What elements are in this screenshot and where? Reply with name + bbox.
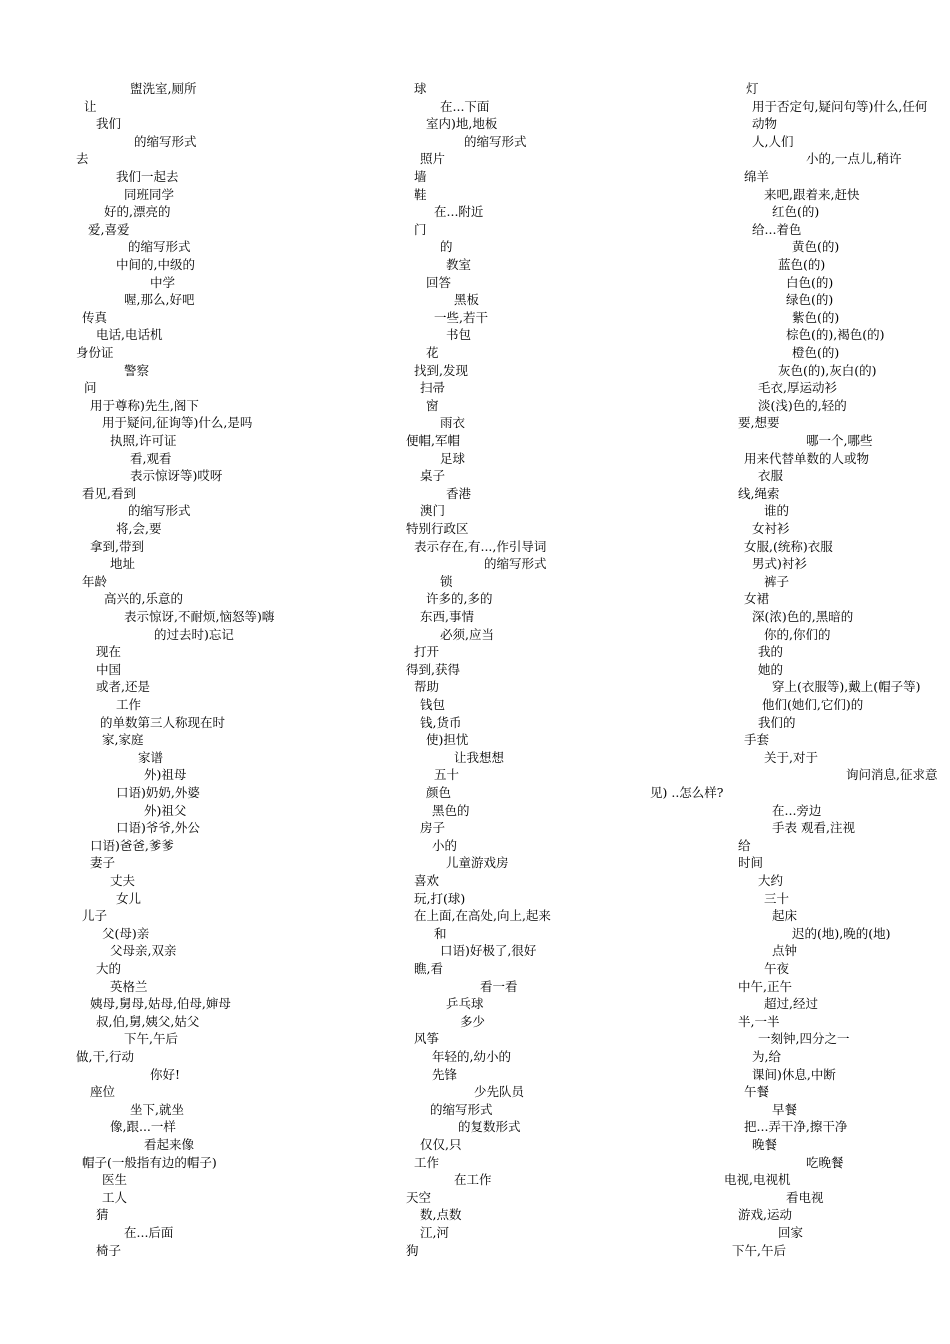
vocab-entry: 拿到,带到 (90, 538, 144, 554)
vocab-entry: 瞧,看 (414, 961, 443, 976)
vocab-entry: 午餐 (744, 1084, 770, 1100)
vocab-entry: 中午,正午 (738, 978, 792, 994)
vocab-entry: 丈夫 (110, 873, 136, 888)
vocab-entry: 警察 (124, 362, 150, 378)
vocab-entry: 我们 (96, 116, 122, 132)
vocab-entry: 我们的 (758, 714, 796, 730)
vocab-entry: 中国 (96, 661, 122, 677)
vocab-entry: 灰色(的),灰白(的) (778, 362, 877, 378)
vocab-entry: 帽子(一般指有边的帽子) (82, 1154, 217, 1170)
vocab-entry: 传真 (82, 309, 108, 325)
vocab-entry: 一些,若干 (434, 309, 488, 325)
vocab-entry: 鞋 (414, 186, 427, 202)
vocab-entry: 找到,发现 (414, 362, 468, 378)
vocab-entry: 吃晚餐 (806, 1154, 844, 1170)
vocab-entry: 人,人们 (752, 133, 794, 149)
vocab-entry: 看一看 (480, 978, 518, 994)
vocab-entry: 表示惊讶,不耐烦,恼怒等)嗨 (124, 609, 275, 624)
vocab-entry: 执照,许可证 (110, 433, 177, 448)
vocab-entry: 的缩写形式 (134, 133, 197, 149)
vocab-entry: 下午,午后 (124, 1031, 178, 1047)
vocab-entry: 游戏,运动 (738, 1207, 792, 1223)
vocab-entry: 书包 (446, 327, 472, 343)
vocab-entry: 深(浓)色的,黑暗的 (752, 609, 854, 624)
vocab-entry: 先锋 (432, 1066, 458, 1082)
vocab-entry: 坐下,就坐 (130, 1101, 184, 1117)
vocab-entry: 让 (84, 98, 97, 114)
vocab-entry: 身份证 (76, 345, 114, 360)
vocab-entry: 谁的 (764, 503, 790, 519)
vocab-entry: 一刻钟,四分之一 (758, 1031, 850, 1047)
vocab-entry: 房子 (420, 820, 446, 836)
vocab-entry: 电视,电视机 (724, 1172, 791, 1188)
vocab-entry: 特别行政区 (406, 521, 469, 536)
vocab-entry: 回答 (426, 274, 452, 290)
vocab-entry: 她的 (758, 661, 784, 677)
vocab-entry: 少先队员 (474, 1084, 525, 1100)
vocab-entry: 五十 (434, 767, 460, 783)
vocab-entry: 口语)奶奶,外婆 (116, 785, 200, 800)
vocab-entry: 澳门 (420, 503, 446, 519)
vocab-entry: 父(母)亲 (102, 925, 150, 941)
vocab-entry: 下午,午后 (732, 1242, 786, 1258)
vocab-entry: 起床 (772, 908, 798, 924)
vocab-entry: 椅子 (96, 1242, 122, 1258)
vocab-entry: 数,点数 (420, 1207, 462, 1223)
vocab-entry: 中间的,中级的 (116, 257, 195, 272)
vocab-entry: 点钟 (772, 943, 798, 959)
vocab-entry: 在...后面 (124, 1225, 174, 1240)
vocab-entry: 喔,那么,好吧 (124, 292, 195, 308)
vocab-entry: 用来代替单数的人或物 (744, 450, 870, 466)
vocab-entry: 要,想要 (738, 415, 780, 431)
vocab-entry: 高兴的,乐意的 (104, 591, 183, 607)
vocab-entry: 给 (738, 837, 751, 853)
vocab-entry: 好的,漂亮的 (104, 204, 171, 220)
vocab-entry: 年龄 (82, 573, 108, 589)
vocab-entry: 得到,获得 (406, 661, 460, 677)
vocab-entry: 橙色(的) (792, 345, 840, 360)
vocab-entry: 墙 (414, 169, 427, 184)
vocab-entry: 现在 (96, 644, 122, 660)
vocab-entry: 打开 (414, 644, 440, 660)
vocab-entry: 窗 (426, 397, 439, 413)
vocab-entry: 毛衣,厚运动衫 (758, 380, 837, 396)
vocab-entry: 他们(她们,它们)的 (762, 697, 864, 712)
vocab-entry: 桌子 (420, 468, 446, 484)
vocab-entry: 你的,你们的 (764, 626, 831, 642)
vocab-entry: 黑色的 (432, 802, 470, 818)
vocab-entry: 手表 观看,注视 (772, 820, 855, 836)
vocab-entry: 时间 (738, 855, 764, 871)
vocab-entry: 玩,打(球) (414, 890, 466, 906)
vocab-entry: 让我想想 (454, 749, 505, 765)
vocab-entry: 像,跟...一样 (110, 1119, 176, 1135)
vocab-entry: 的缩写形式 (464, 133, 527, 149)
vocab-entry: 动物 (752, 116, 778, 132)
vocab-entry: 教室 (446, 257, 472, 272)
vocab-entry: 钱包 (420, 697, 446, 712)
vocab-entry: 使)担忧 (426, 732, 469, 748)
vocab-entry: 家谱 (138, 749, 164, 765)
vocab-entry: 的 (440, 239, 453, 255)
vocab-entry: 穿上(衣服等),戴上(帽子等) (772, 679, 921, 695)
vocab-entry: 家,家庭 (102, 732, 144, 748)
vocab-entry: 年轻的,幼小的 (432, 1049, 511, 1064)
vocab-entry: 回家 (778, 1225, 804, 1240)
vocab-entry: 东西,事情 (420, 609, 474, 624)
vocab-entry: 大的 (96, 961, 122, 976)
vocab-entry: 的缩写形式 (430, 1101, 493, 1117)
vocab-entry: 课间)休息,中断 (752, 1066, 836, 1082)
vocab-entry: 我们一起去 (116, 169, 179, 184)
vocab-entry: 雨衣 (440, 415, 466, 431)
vocab-entry: 女衬衫 (752, 521, 790, 536)
vocab-entry: 绵羊 (744, 169, 770, 184)
vocab-entry: 锁 (440, 573, 453, 589)
vocab-entry: 足球 (440, 450, 466, 466)
vocab-entry: 小的,一点儿,稍许 (806, 151, 902, 167)
vocab-entry: 工作 (414, 1154, 440, 1170)
vocab-entry: 妻子 (90, 855, 116, 871)
vocab-entry: 表示惊讶等)哎呀 (130, 468, 223, 484)
vocab-entry: 在...附近 (434, 204, 484, 220)
vocab-entry: 你好! (150, 1066, 181, 1082)
vocab-entry: 多少 (460, 1013, 486, 1029)
vocab-entry: 淡(浅)色的,轻的 (758, 397, 847, 413)
vocab-entry: 钱,货币 (420, 714, 462, 730)
vocab-entry: 蓝色(的) (778, 257, 826, 272)
vocab-entry: 工作 (116, 697, 142, 712)
vocab-entry: 大约 (758, 873, 784, 888)
vocab-entry: 看,观看 (130, 450, 172, 466)
vocab-entry: 询问消息,征求意 (846, 767, 938, 783)
vocab-entry: 口语)好极了,很好 (440, 943, 537, 959)
vocab-entry: 男式)衬衫 (752, 556, 807, 572)
vocab-entry: 女服,(统称)衣服 (744, 538, 833, 554)
vocab-entry: 工人 (102, 1189, 128, 1205)
vocab-entry: 看电视 (786, 1189, 824, 1205)
vocab-entry: 中学 (150, 274, 176, 290)
vocab-entry: 紫色(的) (792, 309, 840, 325)
vocab-entry: 给...着色 (752, 221, 802, 237)
vocab-entry: 见) ..怎么样? (650, 785, 724, 800)
vocab-entry: 小的 (432, 837, 458, 853)
vocab-entry: 儿童游戏房 (446, 855, 509, 871)
vocab-entry: 的复数形式 (458, 1119, 521, 1135)
vocab-entry: 颜色 (426, 785, 452, 800)
vocab-entry: 座位 (90, 1084, 116, 1100)
vocab-entry: 女儿 (116, 890, 142, 906)
vocab-entry: 电话,电话机 (96, 327, 163, 343)
vocab-entry: 在...下面 (440, 98, 490, 114)
vocab-entry: 医生 (102, 1172, 128, 1188)
vocab-entry: 叔,伯,舅,姨父,姑父 (96, 1013, 200, 1029)
vocab-entry: 狗 (406, 1242, 419, 1258)
vocab-entry: 用于尊称)先生,阁下 (90, 397, 199, 413)
vocab-entry: 在...旁边 (772, 802, 822, 818)
vocab-entry: 棕色(的),褐色(的) (786, 327, 885, 343)
vocab-entry: 用于否定句,疑问句等)什么,任何 (752, 98, 928, 114)
vocab-entry: 三十 (764, 890, 790, 906)
vocab-entry: 衣服 (758, 468, 784, 484)
vocab-entry: 红色(的) (772, 204, 820, 220)
vocab-entry: 看见,看到 (82, 485, 136, 501)
vocab-entry: 父母亲,双亲 (110, 943, 177, 959)
vocab-entry: 将,会,要 (116, 521, 162, 536)
vocab-entry: 的缩写形式 (128, 503, 191, 519)
vocab-entry: 晚餐 (752, 1137, 778, 1152)
vocab-entry: 超过,经过 (764, 996, 818, 1012)
vocab-entry: 仅仅,只 (420, 1137, 462, 1152)
vocab-entry: 为,给 (752, 1049, 781, 1064)
vocab-entry: 在上面,在高处,向上,起来 (414, 908, 551, 924)
vocab-entry: 外)祖母 (144, 767, 187, 783)
vocab-entry: 午夜 (764, 961, 790, 976)
vocab-entry: 的缩写形式 (128, 239, 191, 255)
vocab-entry: 裤子 (764, 573, 790, 589)
vocab-entry: 同班同学 (124, 186, 175, 202)
vocab-entry: 女裙 (744, 591, 770, 607)
vocab-entry: 白色(的) (786, 274, 834, 290)
vocab-entry: 天空 (406, 1189, 432, 1205)
vocab-entry: 迟的(地),晚的(地) (792, 925, 891, 941)
vocab-entry: 猜 (96, 1207, 109, 1223)
vocab-entry: 爱,喜爱 (88, 221, 130, 237)
vocab-entry: 姨母,舅母,姑母,伯母,婶母 (90, 996, 231, 1012)
vocab-entry: 把...弄干净,擦干净 (744, 1119, 848, 1135)
vocab-entry: 绿色(的) (786, 292, 834, 308)
vocab-entry: 扫帚 (420, 380, 446, 396)
vocab-entry: 外)祖父 (144, 802, 187, 818)
vocab-entry: 许多的,多的 (426, 591, 493, 607)
vocab-entry: 的缩写形式 (484, 556, 547, 572)
vocab-entry: 问 (84, 380, 97, 396)
vocab-entry: 门 (414, 221, 427, 237)
vocab-entry: 江,河 (420, 1225, 449, 1240)
vocab-entry: 帮助 (414, 679, 440, 695)
vocab-entry: 或者,还是 (96, 679, 150, 695)
vocab-entry: 去 (76, 151, 89, 167)
vocab-entry: 线,绳索 (738, 485, 780, 501)
vocab-entry: 盥洗室,厕所 (130, 81, 197, 96)
vocab-entry: 的过去时)忘记 (154, 626, 234, 642)
vocab-entry: 乒乓球 (446, 996, 484, 1012)
vocab-entry: 口语)爷爷,外公 (116, 820, 200, 836)
vocab-entry: 看起来像 (144, 1137, 195, 1152)
vocab-entry: 黑板 (454, 292, 480, 308)
vocab-entry: 黄色(的) (792, 239, 840, 255)
vocab-entry: 香港 (446, 485, 472, 501)
vocab-entry: 我的 (758, 644, 784, 660)
vocab-entry: 地址 (110, 556, 136, 572)
vocab-entry: 哪一个,哪些 (806, 433, 873, 448)
vocab-entry: 做,干,行动 (76, 1049, 134, 1064)
vocab-entry: 手套 (744, 732, 770, 748)
vocab-entry: 照片 (420, 151, 446, 167)
vocab-entry: 英格兰 (110, 978, 148, 994)
vocab-entry: 早餐 (772, 1101, 798, 1117)
vocab-entry: 用于疑问,征询等)什么,是吗 (102, 415, 253, 431)
vocab-entry: 花 (426, 345, 439, 360)
vocab-entry: 儿子 (82, 908, 108, 924)
vocab-entry: 表示存在,有...,作引导词 (414, 538, 547, 554)
vocab-entry: 关于,对于 (764, 749, 818, 765)
vocab-entry: 必须,应当 (440, 626, 494, 642)
vocab-entry: 室内)地,地板 (426, 116, 498, 132)
vocab-entry: 便帽,军帽 (406, 433, 460, 448)
vocab-entry: 在工作 (454, 1172, 492, 1188)
vocab-entry: 半,一半 (738, 1013, 780, 1029)
vocab-entry: 来吧,跟着来,赶快 (764, 186, 860, 202)
vocab-entry: 口语)爸爸,爹爹 (90, 837, 174, 853)
vocab-entry: 风筝 (414, 1031, 440, 1047)
vocab-entry: 和 (434, 925, 447, 941)
vocab-entry: 的单数第三人称现在时 (100, 714, 226, 730)
vocab-entry: 球 (414, 81, 427, 96)
vocab-entry: 灯 (746, 81, 759, 96)
vocab-entry: 喜欢 (414, 873, 440, 888)
